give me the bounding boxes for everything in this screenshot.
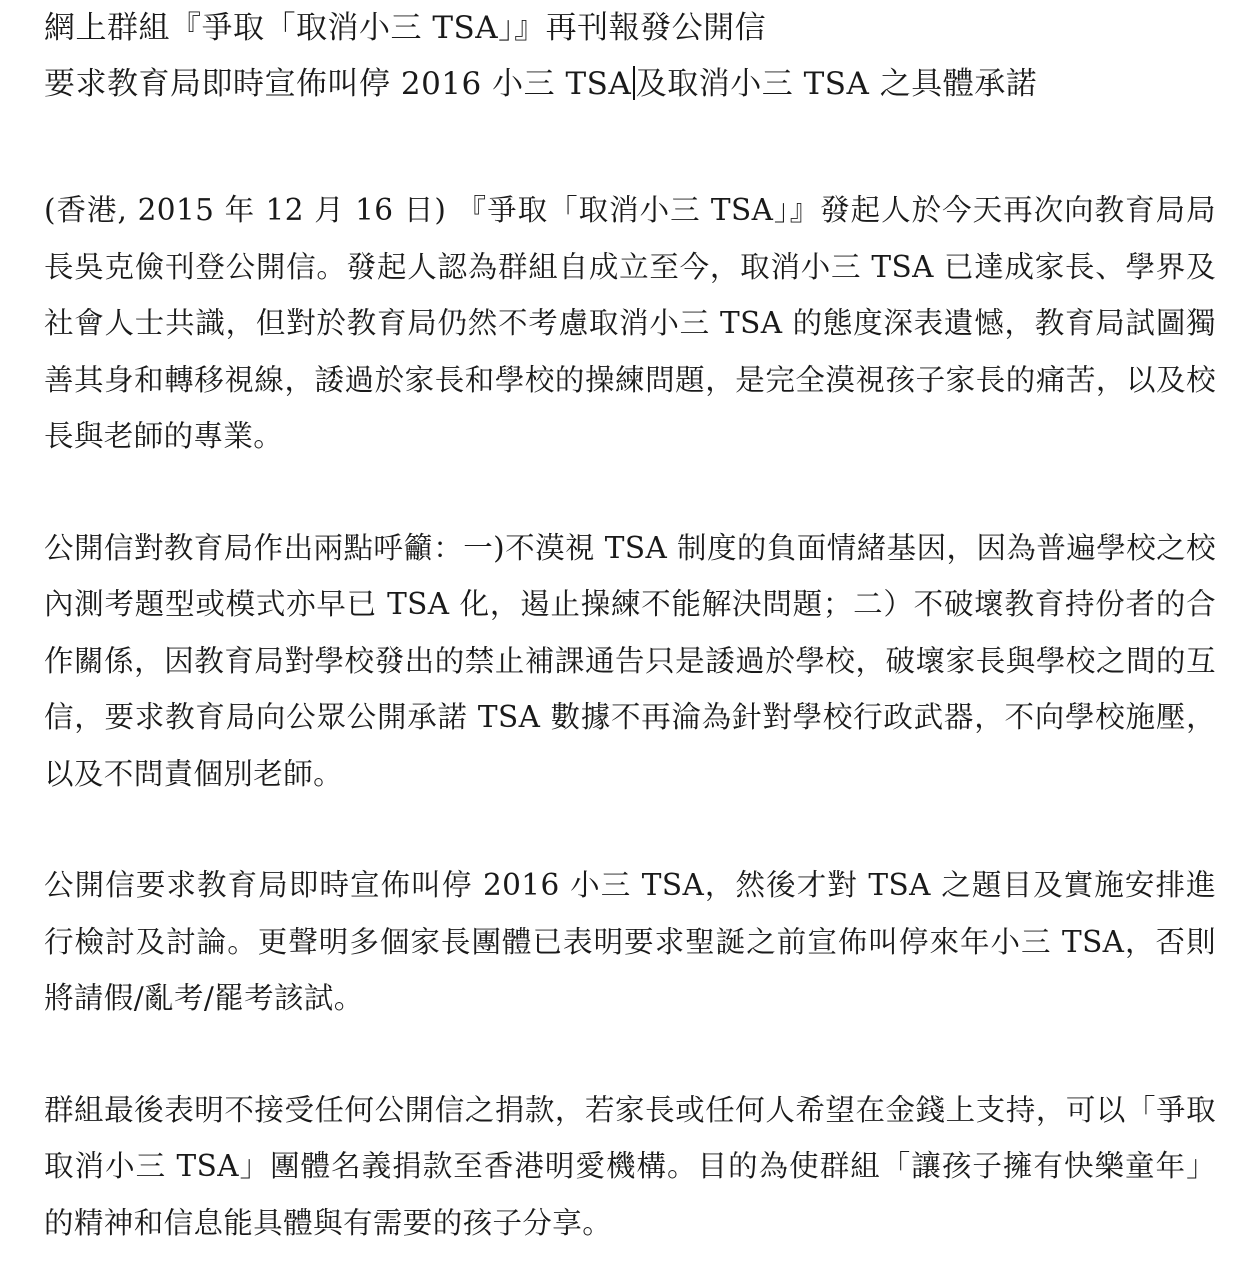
title-line-2-part-1: 要求教育局即時宣佈叫停 2016 小三 TSA [44,66,632,102]
paragraph-3: 公開信要求教育局即時宣佈叫停 2016 小三 TSA，然後才對 TSA 之題目及實施安排進行檢討及討論。更聲明多個家長團體已表明要求聖誕之前宣佈叫停來年小三 TSA，否則將請假/亂考/罷考該試。 [44,868,1216,1015]
document-page [44,0,1216,1251]
paragraph-2: 公開信對教育局作出兩點呼籲：一)不漠視 TSA 制度的負面情緒基因，因為普遍學校之校內測考題型或模式亦早已 TSA 化，遏止操練不能解決問題；二）不破壞教育持份者的合作關係，因教育局對學校發出的禁止補課通告只是諉過於學校，破壞家長與學校之間的互信，要求教育局向公眾公開承諾 TSA 數據不再淪為針對學校行政武器，不向學校施壓，以及不問責個別老師。 [44,530,1216,791]
document-title-line-1: 網上群組『爭取「取消小三 TSA」』再刊報發公開信 [44,10,767,46]
text-cursor [633,66,635,100]
document-title-line-2 [44,56,1216,112]
paragraph-1: (香港, 2015 年 12 月 16 日) 『爭取「取消小三 TSA」』發起人於今天再次向教育局局長吳克儉刊登公開信。發起人認為群組自成立至今，取消小三 TSA 已達成家長、學界及社會人士共識，但對於教育局仍然不考慮取消小三 TSA 的態度深表遺憾，教育局試圖獨善其身和轉移視線，諉過於家長和學校的操練問題，是完全漠視孩子家長的痛苦，以及校長與老師的專業。 [44,193,1216,453]
title-line-2-part-2: 及取消小三 TSA 之具體承諾 [635,66,1038,102]
paragraph-4: 群組最後表明不接受任何公開信之捐款，若家長或任何人希望在金錢上支持，可以「爭取取消小三 TSA」團體名義捐款至香港明愛機構。目的為使群組「讓孩子擁有快樂童年」的精神和信息能具體與有需要的孩子分享。 [44,1092,1216,1240]
